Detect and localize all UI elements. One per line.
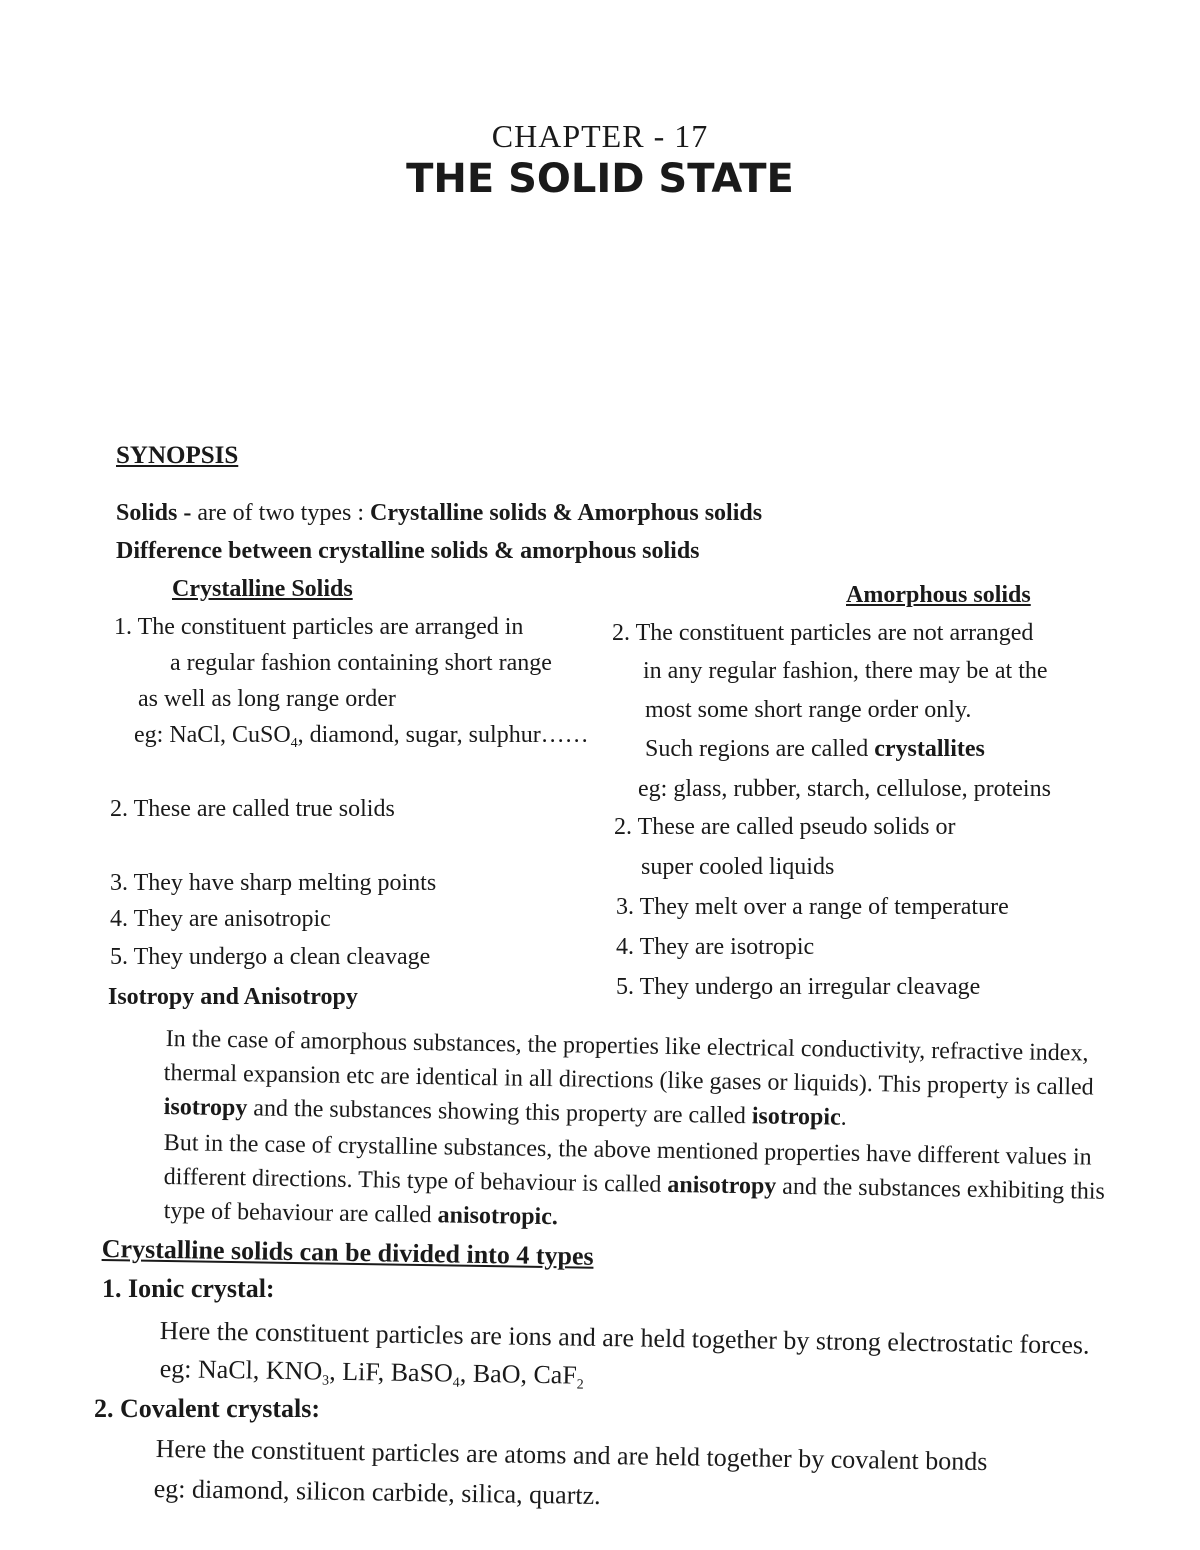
ionic-eg-sub3: 2: [576, 1377, 584, 1393]
crystalline-point-4: 4. They are anisotropic: [110, 906, 331, 932]
anisotropy-term: anisotropy: [667, 1171, 777, 1200]
amorphous-crystallites-plain: Such regions are called: [645, 736, 875, 762]
crystalline-eg-suffix: , diamond, sugar, sulphur……: [297, 722, 589, 748]
amorphous-point-1-line4: [645, 736, 985, 763]
crystalline-point-1-line2: a regular fashion containing short range: [170, 650, 552, 676]
amorphous-point-2-line2: super cooled liquids: [641, 854, 835, 880]
ionic-eg-a: eg: NaCl, KNO: [159, 1354, 323, 1386]
covalent-heading: 2. Covalent crystals:: [94, 1394, 321, 1423]
crystalline-heading: Crystalline Solids: [172, 576, 353, 602]
ionic-eg-b: , LiF, BaSO: [329, 1356, 454, 1388]
crystalline-eg-prefix: eg: NaCl, CuSO: [134, 722, 291, 748]
crystalline-point-1-line3: as well as long range order: [138, 686, 396, 712]
amorphous-crystallites-bold: crystallites: [874, 736, 985, 762]
isotropy-line-1: In the case of amorphous substances, the properties like electrical conductivity, refractive index,: [165, 1026, 1089, 1067]
isotropy-term: isotropy: [163, 1094, 248, 1122]
solids-plain: are of two types :: [191, 500, 370, 526]
covalent-line-1: Here the constituent particles are atoms and are held together by covalent bonds: [155, 1434, 988, 1477]
amorphous-point-5: 5. They undergo an irregular cleavage: [616, 974, 981, 1000]
isotropy-line-4: But in the case of crystalline substances, the above mentioned properties have different values in: [163, 1130, 1092, 1171]
isotropy-line-6-plain: type of behaviour are called: [163, 1198, 438, 1229]
amorphous-example: eg: glass, rubber, starch, cellulose, proteins: [638, 776, 1051, 802]
ionic-eg-sub1: 3: [321, 1373, 330, 1389]
crystalline-eg-sub: 4: [290, 736, 298, 751]
isotropy-line-5-end: and the substances exhibiting this: [776, 1173, 1106, 1205]
solids-types-line: [116, 500, 762, 527]
isotropy-line-2: thermal expansion etc are identical in all directions (like gases or liquids). This property is called: [163, 1060, 1094, 1101]
crystalline-point-3: 3. They have sharp melting points: [110, 870, 437, 896]
isotropy-line-5-plain: different directions. This type of behaviour is called: [163, 1164, 668, 1198]
anisotropic-term: anisotropic.: [437, 1202, 559, 1231]
crystalline-point-1-line1: 1. The constituent particles are arranged in: [114, 614, 524, 640]
ionic-eg-sub2: 4: [452, 1375, 460, 1391]
solids-label: Solids -: [116, 500, 192, 526]
difference-heading: Difference between crystalline solids & amorphous solids: [116, 538, 700, 564]
amorphous-point-3: 3. They melt over a range of temperature: [616, 894, 1009, 920]
isotropy-heading: Isotropy and Anisotropy: [108, 984, 358, 1010]
amorphous-point-4: 4. They are isotropic: [616, 934, 815, 960]
ionic-heading: 1. Ionic crystal:: [102, 1274, 275, 1303]
solids-types: Crystalline solids & Amorphous solids: [370, 500, 763, 526]
covalent-example: eg: diamond, silicon carbide, silica, quartz.: [153, 1474, 601, 1511]
chapter-label: CHAPTER - 17: [491, 118, 709, 154]
crystalline-point-2: 2. These are called true solids: [110, 796, 395, 822]
amorphous-point-2-line1: 2. These are called pseudo solids or: [614, 814, 956, 840]
ionic-example: [159, 1354, 584, 1394]
isotropy-line-3: [164, 1094, 847, 1132]
isotropy-line-3-end: .: [840, 1104, 847, 1131]
synopsis-heading: SYNOPSIS: [116, 442, 239, 469]
amorphous-point-1-line3: most some short range order only.: [645, 697, 972, 723]
crystalline-example: [134, 722, 589, 752]
amorphous-point-1-line1: 2. The constituent particles are not arranged: [612, 620, 1034, 646]
amorphous-heading: Amorphous solids: [846, 582, 1031, 608]
amorphous-point-1-line2: in any regular fashion, there may be at the: [643, 658, 1048, 684]
types-heading: Crystalline solids can be divided into 4 types: [101, 1234, 594, 1271]
ionic-line-1: Here the constituent particles are ions and are held together by strong electrostatic forces.: [159, 1316, 1090, 1360]
chapter-title: THE SOLID STATE: [406, 156, 794, 202]
isotropy-line-3-plain: and the substances showing this property are called: [247, 1095, 753, 1130]
isotropic-term: isotropic: [751, 1103, 841, 1131]
crystalline-point-5: 5. They undergo a clean cleavage: [110, 944, 431, 970]
ionic-eg-c: , BaO, CaF: [459, 1358, 578, 1390]
isotropy-line-6: [164, 1198, 558, 1231]
